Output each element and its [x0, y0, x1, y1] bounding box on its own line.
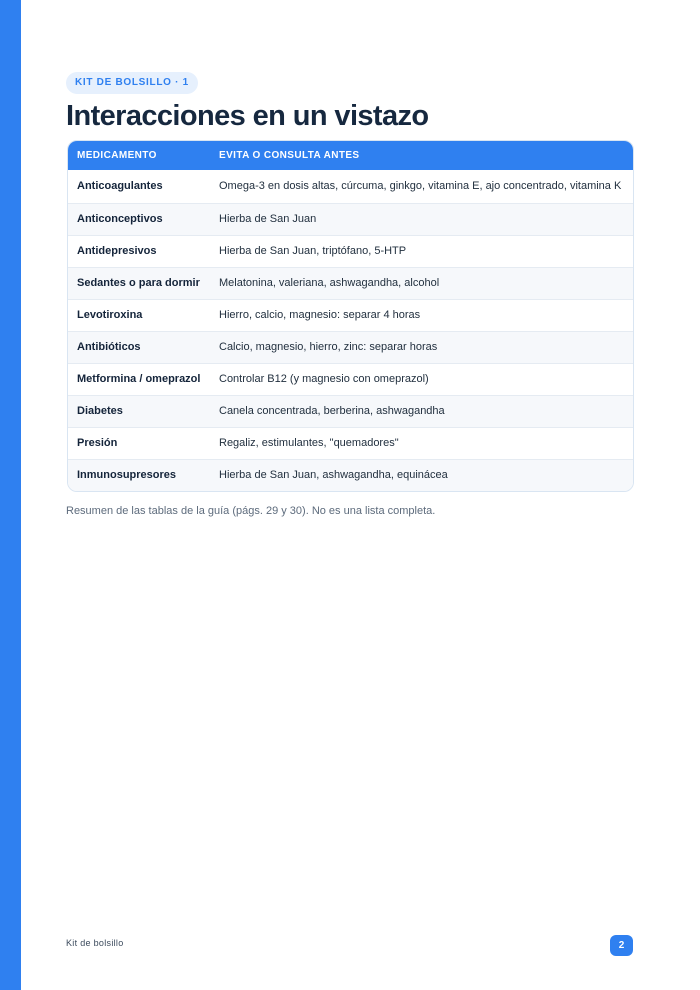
medication-cell: Antibióticos [77, 341, 141, 353]
medication-cell: Presión [77, 437, 118, 449]
footer-label: Kit de bolsillo [66, 938, 124, 948]
avoid-cell: Controlar B12 (y magnesio con omeprazol) [219, 373, 429, 385]
table-row [68, 363, 633, 395]
page-title: Interacciones en un vistazo [66, 100, 429, 132]
medication-cell: Anticonceptivos [77, 213, 163, 225]
medication-cell: Sedantes o para dormir [77, 277, 200, 289]
table-row [68, 299, 633, 331]
medication-cell: Antidepresivos [77, 245, 157, 257]
table-footnote: Resumen de las tablas de la guía (págs. 29 y 30). No es una lista completa. [66, 505, 436, 517]
medication-cell: Diabetes [77, 405, 123, 417]
table-row [68, 459, 633, 491]
table-row [68, 267, 633, 299]
avoid-cell: Regaliz, estimulantes, "quemadores" [219, 437, 399, 449]
page-number-badge: 2 [610, 935, 633, 956]
table-row [68, 203, 633, 235]
table-row [68, 170, 633, 203]
avoid-cell: Melatonina, valeriana, ashwagandha, alcohol [219, 277, 440, 289]
left-accent-stripe [0, 0, 21, 990]
column-header-medication: MEDICAMENTO [77, 150, 157, 161]
table-row [68, 331, 633, 363]
table-row [68, 235, 633, 267]
kicker-badge: KIT DE BOLSILLO · 1 [66, 72, 198, 94]
column-header-avoid: EVITA O CONSULTA ANTES [219, 150, 360, 161]
medication-cell: Inmunosupresores [77, 469, 177, 482]
medication-cell: Levotiroxina [77, 309, 143, 321]
medication-cell: Anticoagulantes [77, 180, 163, 193]
avoid-cell: Calcio, magnesio, hierro, zinc: separar horas [219, 341, 438, 353]
avoid-cell: Hierba de San Juan, triptófano, 5-HTP [219, 245, 407, 257]
page-content [66, 0, 634, 990]
medication-cell: Metformina / omeprazol [77, 373, 201, 385]
avoid-cell: Hierro, calcio, magnesio: separar 4 horas [219, 309, 421, 321]
avoid-cell: Omega-3 en dosis altas, cúrcuma, ginkgo, vitamina E, ajo concentrado, vitamina K [219, 180, 622, 193]
table-row [68, 427, 633, 459]
table-header-row [68, 141, 633, 170]
avoid-cell: Canela concentrada, berberina, ashwagandha [219, 405, 445, 417]
avoid-cell: Hierba de San Juan, ashwagandha, equinácea [219, 469, 448, 482]
interactions-table [67, 140, 634, 492]
avoid-cell: Hierba de San Juan [219, 213, 317, 225]
table-row [68, 395, 633, 427]
